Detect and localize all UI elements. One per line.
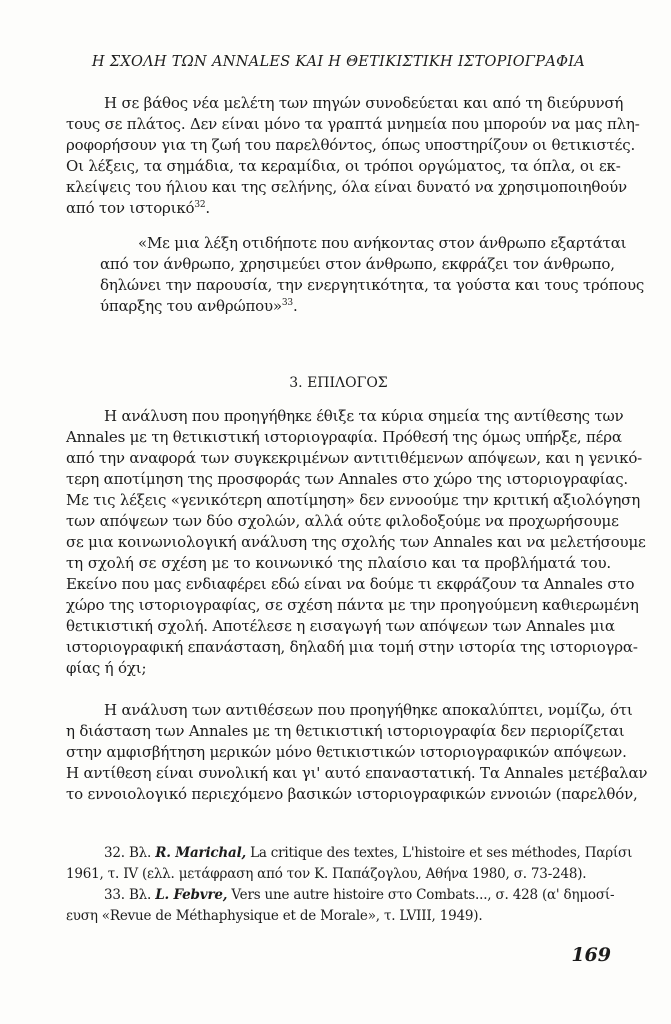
line-text: Η σε βάθος νέα μελέτη των πηγών συνοδεύεται και από τη διεύρυνσή xyxy=(104,94,624,112)
text-line xyxy=(66,469,628,490)
text-line xyxy=(66,532,646,553)
text-line xyxy=(66,742,627,763)
running-head: Η ΣΧΟΛΗ ΤΩΝ ANNALES ΚΑΙ Η ΘΕΤΙΚΙΣΤΙΚΗ ΙΣΤΟΡΙΟΓΡΑΦΙΑ xyxy=(91,54,586,70)
text-line xyxy=(66,595,639,616)
section-heading: 3. ΕΠΙΛΟΓΟΣ xyxy=(289,375,388,391)
paragraph-sources xyxy=(66,93,640,219)
text-line xyxy=(66,511,619,532)
text-line xyxy=(66,490,641,511)
text-line xyxy=(100,233,627,254)
text-line xyxy=(66,553,611,574)
line-text: κλείψεις του ήλιου και της σελήνης, όλα είναι δυνατό να χρησιμοποιηθούν xyxy=(66,178,627,196)
line-text: το εννοιολογικό περιεχόμενο βασικών ιστοριογραφικών εννοιών (παρελθόν, xyxy=(66,785,638,803)
text-line xyxy=(66,700,633,721)
line-text: τους σε πλάτος. Δεν είναι μόνο τα γραπτά μνημεία που μπορούν να μας πλη- xyxy=(66,115,640,133)
footnote-prefix: 33. Βλ. xyxy=(104,887,156,903)
text-line xyxy=(66,427,622,448)
footnote-reference: 33 xyxy=(281,298,293,308)
text-line xyxy=(66,198,611,219)
line-text: τη σχολή σε σχέση με το κοινωνικό της πλαίσιο και τα προβλήματά του. xyxy=(66,554,611,572)
text-line xyxy=(66,135,636,156)
footnote-prefix: 32. Βλ. xyxy=(104,845,156,861)
line-text: στην αμφισβήτηση μερικών μόνο θετικιστικών ιστοριογραφικών απόψεων. xyxy=(66,743,627,761)
line-text: των απόψεων των δύο σχολών, αλλά ούτε φιλοδοξούμε να προχωρήσουμε xyxy=(66,512,619,530)
line-tail: . xyxy=(205,199,210,217)
footnote-33 xyxy=(66,885,615,906)
text-line xyxy=(66,448,643,469)
text-line xyxy=(100,296,611,317)
line-text: Οι λέξεις, τα σημάδια, τα κεραμίδια, οι τρόποι οργώματος, τα όπλα, οι εκ- xyxy=(66,157,621,175)
text-line xyxy=(66,93,624,114)
line-text: Annales με τη θετικιστική ιστοριογραφία. Πρόθεσή της όμως υπήρξε, πέρα xyxy=(66,428,622,446)
line-text: φίας ή όχι; xyxy=(66,659,147,677)
line-text: τερη αποτίμηση της προσφοράς των Annales στο χώρο της ιστοριογραφίας. xyxy=(66,470,628,488)
footnote-32 xyxy=(66,843,633,864)
text-line xyxy=(100,254,615,275)
text-line xyxy=(66,114,640,135)
line-text: από την αναφορά των συγκεκριμένων αντιτιθέμενων απόψεων, και η γενικό- xyxy=(66,449,643,467)
line-text: η διάσταση των Annales με τη θετικιστική ιστοριογραφία δεν περιορίζεται xyxy=(66,722,625,740)
text-line xyxy=(66,658,611,679)
footnotes xyxy=(66,843,633,927)
text-line xyxy=(66,406,624,427)
line-text: δηλώνει την παρουσία, την ενεργητικότητα, τα γούστα και τους τρόπους xyxy=(100,276,645,294)
line-text: ύπαρξης του ανθρώπου» xyxy=(100,297,282,315)
page-number: 169 xyxy=(571,944,611,966)
line-text: Η αντίθεση είναι συνολική και γι' αυτό επαναστατική. Τα Annales μετέβαλαν xyxy=(66,764,648,782)
footnote-reference: 32 xyxy=(194,200,206,210)
line-text: ιστοριογραφική επανάσταση, δηλαδή μια τομή στην ιστορία της ιστοριογρα- xyxy=(66,638,638,656)
text-line xyxy=(66,784,638,805)
paragraph-epilogue-2 xyxy=(66,700,648,805)
line-text: σε μια κοινωνιολογική ανάλυση της σχολής των Annales και να μελετήσουμε xyxy=(66,533,646,551)
footnote-author: L. Febvre, xyxy=(155,887,228,903)
line-text: «Με μια λέξη οτιδήποτε που ανήκοντας στον άνθρωπο εξαρτάται xyxy=(138,234,627,252)
block-quote xyxy=(100,233,645,317)
text-line xyxy=(66,156,621,177)
line-text: χώρο της ιστοριογραφίας, σε σχέση πάντα με την προηγούμενη καθιερωμένη xyxy=(66,596,639,614)
footnote-text: Vers une autre histoire στο Combats..., σ. 428 (α' δημοσί- xyxy=(227,887,615,903)
line-text: από τον άνθρωπο, χρησιμεύει στον άνθρωπο, εκφράζει τον άνθρωπο, xyxy=(100,255,615,273)
line-text: Η ανάλυση που προηγήθηκε έθιξε τα κύρια σημεία της αντίθεσης των xyxy=(104,407,624,425)
line-text: Η ανάλυση των αντιθέσεων που προηγήθηκε αποκαλύπτει, νομίζω, ότι xyxy=(104,701,633,719)
line-text: θετικιστική σχολή. Αποτέλεσε η εισαγωγή των απόψεων των Annales μια xyxy=(66,617,615,635)
line-text: ροφορήσουν για τη ζωή του παρελθόντος, όπως υποστηρίζουν οι θετικιστές. xyxy=(66,136,636,154)
line-text: από τον ιστορικό xyxy=(66,199,195,217)
text-line xyxy=(66,637,638,658)
line-text: Εκείνο που μας ενδιαφέρει εδώ είναι να δούμε τι εκφράζουν τα Annales στο xyxy=(66,575,635,593)
footnote-author: R. Marichal, xyxy=(155,845,246,861)
footnote-text: La critique des textes, L'histoire et ses méthodes, Παρίσι xyxy=(246,845,633,861)
paragraph-epilogue-1 xyxy=(66,406,646,679)
text-line xyxy=(66,616,615,637)
text-line xyxy=(66,177,627,198)
footnote-33-cont: ευση «Revue de Méthaphysique et de Morale», τ. LVIII, 1949). xyxy=(66,908,483,924)
text-line xyxy=(66,574,635,595)
text-line xyxy=(66,721,625,742)
text-line xyxy=(66,763,648,784)
footnote-32-cont: 1961, τ. IV (ελλ. μετάφραση από τον Κ. Παπάζογλου, Αθήνα 1980, σ. 73-248). xyxy=(66,866,587,882)
line-tail: . xyxy=(292,297,298,315)
line-text: Με τις λέξεις «γενικότερη αποτίμηση» δεν εννοούμε την κριτική αξιολόγηση xyxy=(66,491,641,509)
text-line xyxy=(100,275,645,296)
